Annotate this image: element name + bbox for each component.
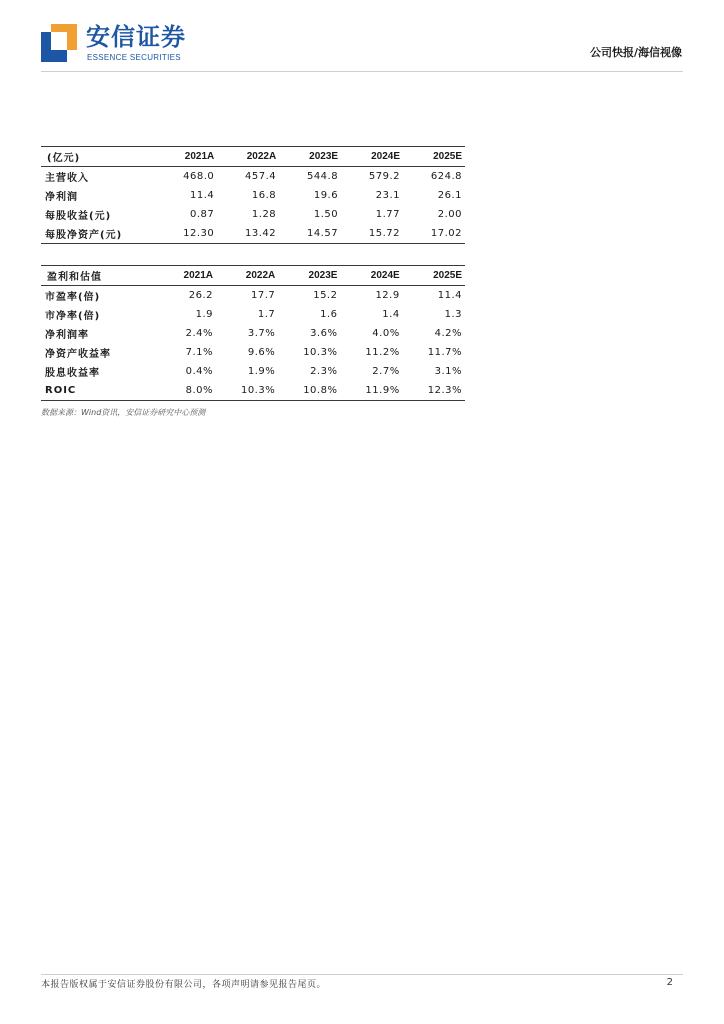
table-cell: 4.2%	[434, 328, 462, 339]
column-header: 2024E	[370, 270, 400, 281]
table-cell: 0.87	[189, 209, 215, 220]
table-cell: 1.77	[375, 209, 401, 220]
column-header: (亿元)	[47, 153, 81, 164]
table-cell: 10.3%	[240, 385, 276, 396]
table-cell: 624.8	[430, 171, 462, 182]
table-cell: 14.57	[306, 228, 339, 239]
table-cell: 2.4%	[185, 328, 213, 339]
row-label: 净资产收益率	[45, 349, 111, 360]
table-cell: 11.4	[189, 190, 215, 201]
table-cell: 1.4	[382, 309, 400, 320]
report-category: 公司快报/海信视像	[589, 46, 682, 59]
table-cell: 1.3	[444, 309, 462, 320]
row-label: 每股收益(元)	[45, 211, 112, 222]
table-row	[41, 167, 465, 187]
table-cell: 10.3%	[303, 347, 338, 358]
table-cell: 13.42	[245, 228, 277, 239]
table-cell: 17.02	[430, 228, 462, 239]
table-row	[41, 324, 465, 343]
table-row	[41, 305, 465, 324]
table-header-row	[41, 147, 465, 167]
table-cell: 17.7	[250, 290, 276, 301]
table-cell: 15.72	[368, 228, 401, 239]
column-header: 2025E	[433, 151, 462, 162]
table-cell: 579.2	[368, 171, 401, 182]
table-cell: 1.6	[320, 309, 338, 320]
brand-name-cn: 安信证券	[86, 23, 186, 51]
table-cell: 4.0%	[372, 328, 400, 339]
column-header: 2025E	[433, 270, 462, 281]
table-cell: 9.6%	[247, 347, 276, 358]
financial-summary-table	[41, 146, 465, 244]
table-cell: 26.2	[188, 290, 213, 301]
table-cell: 12.3%	[427, 385, 462, 396]
table-cell: 11.2%	[365, 347, 400, 358]
table-cell: 1.7	[257, 309, 276, 320]
table-cell: 457.4	[245, 171, 277, 182]
table-cell: 11.4	[437, 290, 462, 301]
table-cell: 23.1	[375, 190, 401, 201]
row-label: ROIC	[45, 385, 77, 396]
table-cell: 16.8	[251, 190, 277, 201]
table-cell: 11.7%	[427, 347, 462, 358]
table-cell: 3.1%	[434, 366, 462, 377]
table-cell: 2.00	[437, 209, 462, 220]
table-row	[41, 343, 465, 362]
column-header: 2021A	[183, 270, 213, 281]
table-cell: 11.9%	[365, 385, 400, 396]
table-cell: 3.6%	[310, 328, 338, 339]
table-cell: 2.3%	[310, 366, 338, 377]
table-cell: 1.50	[313, 209, 339, 220]
table-cell: 3.7%	[247, 328, 276, 339]
row-label: 每股净资产(元)	[45, 230, 123, 241]
table-cell: 10.8%	[303, 385, 338, 396]
header-divider	[41, 71, 683, 72]
table-cell: 12.9	[375, 290, 400, 301]
table-cell: 2.7%	[372, 366, 400, 377]
footer-disclaimer: 本报告版权属于安信证券股份有限公司，各项声明请参见报告尾页。	[41, 980, 327, 990]
row-label: 市盈率(倍)	[45, 292, 101, 303]
table-cell: 468.0	[183, 171, 215, 182]
table-row	[41, 362, 465, 381]
column-header: 2023E	[309, 151, 339, 162]
table-row	[41, 186, 465, 205]
row-label: 主营收入	[45, 173, 89, 184]
column-header: 2022A	[245, 270, 276, 281]
table-row	[41, 286, 465, 306]
table-cell: 19.6	[313, 190, 339, 201]
brand-name-en: ESSENCE SECURITIES	[87, 53, 181, 62]
essence-logo-icon	[41, 24, 77, 62]
table-cell: 8.0%	[185, 385, 213, 396]
table-cell: 1.9	[195, 309, 213, 320]
column-header: 盈利和估值	[47, 272, 102, 283]
table-cell: 26.1	[437, 190, 462, 201]
table-cell: 12.30	[183, 228, 215, 239]
table-header-row	[41, 266, 465, 286]
data-source-note: 数据来源：Wind资讯，安信证券研究中心预测	[41, 408, 206, 417]
row-label: 市净率(倍)	[45, 311, 101, 322]
table-row	[41, 205, 465, 224]
table-cell: 15.2	[313, 290, 338, 301]
table-cell: 1.28	[251, 209, 277, 220]
table-row	[41, 381, 465, 401]
table-row	[41, 224, 465, 244]
row-label: 净利润	[45, 192, 78, 203]
row-label: 股息收益率	[45, 368, 100, 379]
column-header: 2021A	[184, 151, 215, 162]
page-number: 2	[666, 977, 673, 988]
column-header: 2024E	[371, 151, 401, 162]
column-header: 2023E	[308, 270, 338, 281]
table-cell: 544.8	[306, 171, 339, 182]
row-label: 净利润率	[45, 330, 89, 341]
valuation-table	[41, 265, 465, 401]
column-header: 2022A	[246, 151, 277, 162]
page-header	[0, 0, 724, 80]
table-cell: 1.9%	[247, 366, 276, 377]
table-cell: 7.1%	[185, 347, 213, 358]
footer-divider	[41, 974, 683, 975]
table-cell: 0.4%	[185, 366, 213, 377]
